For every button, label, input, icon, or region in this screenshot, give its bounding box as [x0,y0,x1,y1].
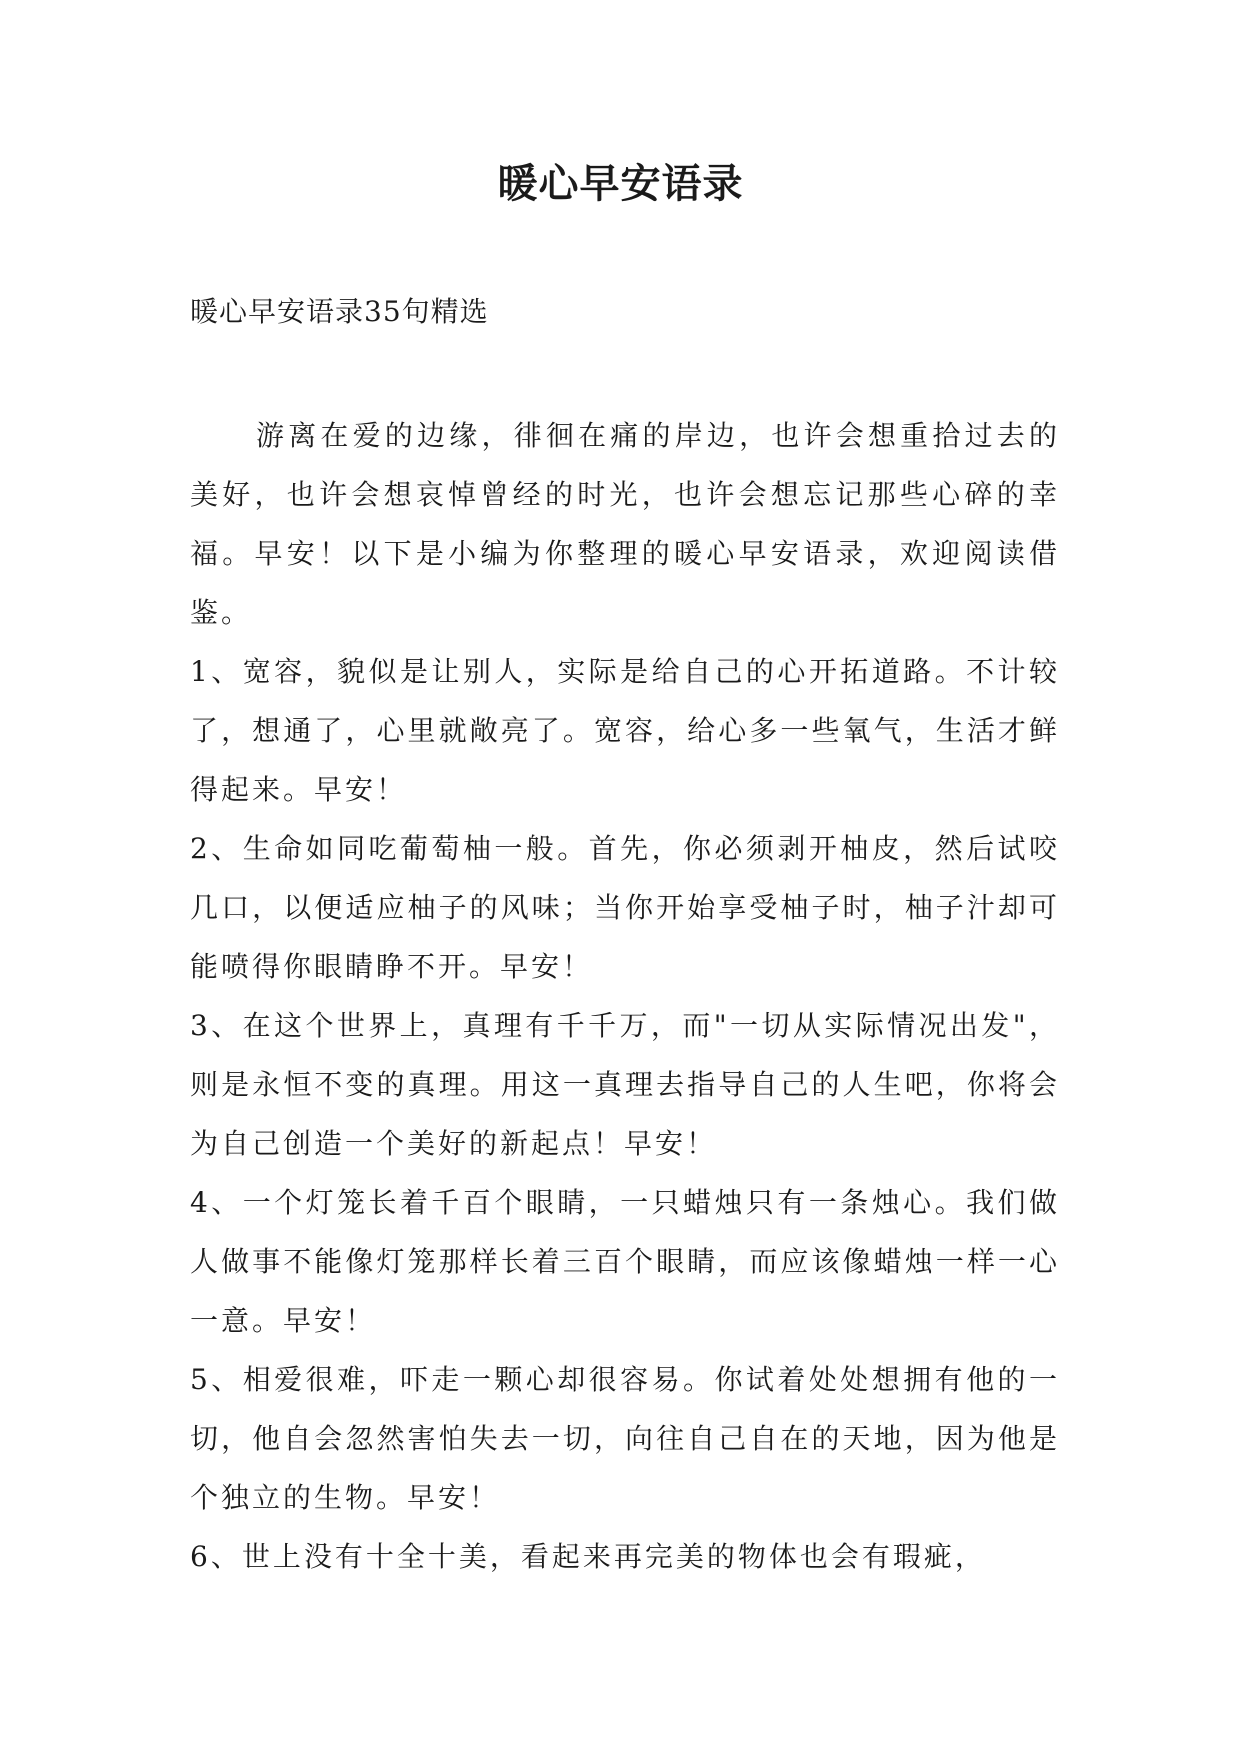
intro-paragraph: 游离在爱的边缘，徘徊在痛的岸边，也许会想重拾过去的美好，也许会想哀悼曾经的时光，也许会想忘记那些心碎的幸福。早安！以下是小编为你整理的暖心早安语录，欢迎阅读借鉴。 [190,419,1060,629]
quote-item: 6、世上没有十全十美，看起来再完美的物体也会有瑕疵， [190,1540,986,1573]
quote-item: 5、相爱很难，吓走一颗心却很容易。你试着处处想拥有他的一切，他自会忽然害怕失去一切，向往自己自在的天地，因为他是个独立的生物。早安！ [190,1363,1060,1514]
article-body [190,406,1060,1586]
quote-item: 1、宽容，貌似是让别人，实际是给自己的心开拓道路。不计较了，想通了，心里就敞亮了。宽容，给心多一些氧气，生活才鲜得起来。早安！ [190,655,1060,806]
quote-item: 4、一个灯笼长着千百个眼睛，一只蜡烛只有一条烛心。我们做人做事不能像灯笼那样长着三百个眼睛，而应该像蜡烛一样一心一意。早安！ [190,1186,1060,1337]
page-subtitle: 暖心早安语录35句精选 [190,295,489,328]
quote-item: 3、在这个世界上，真理有千千万，而"一切从实际情况出发"，则是永恒不变的真理。用这一真理去指导自己的人生吧，你将会为自己创造一个美好的新起点！早安！ [190,1009,1060,1160]
quote-item: 2、生命如同吃葡萄柚一般。首先，你必须剥开柚皮，然后试咬几口，以便适应柚子的风味；当你开始享受柚子时，柚子汁却可能喷得你眼睛睁不开。早安！ [190,832,1060,983]
page-title: 暖心早安语录 [497,160,744,207]
